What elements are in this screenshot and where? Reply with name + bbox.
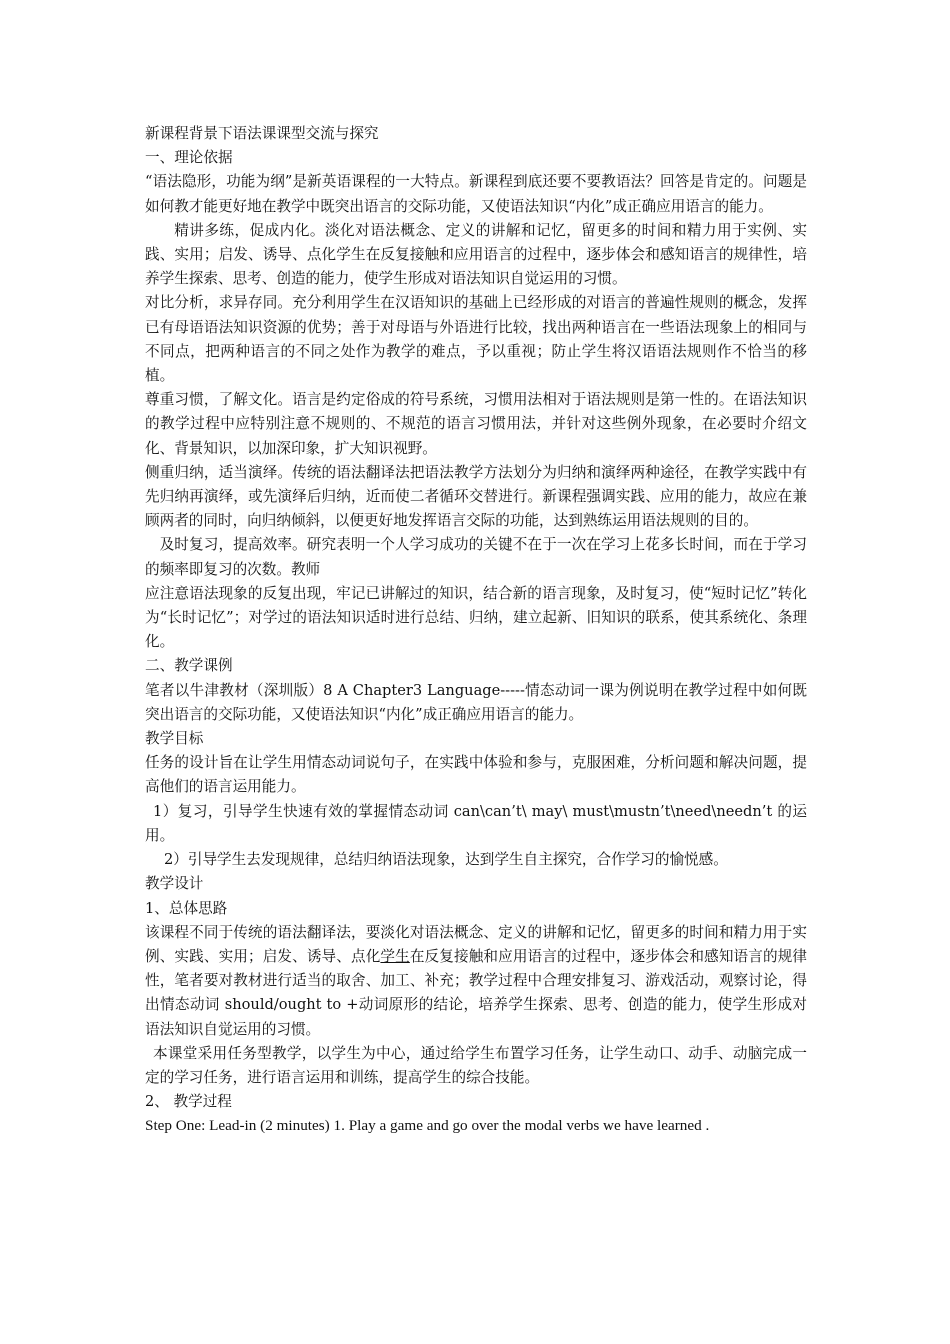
underlined-text: 学生 [380,947,410,965]
subheading-goals: 教学目标 [145,730,204,748]
paragraph [145,921,807,1042]
paragraph: 任务的设计旨在让学生用情态动词说句子，在实践中体验和参与，克服困难，分析问题和解决问题，提高他们的语言运用能力。 [145,754,807,796]
paragraph: 笔者以牛津教材（深圳版）8 A Chapter3 Language-----情态动词一课为例说明在教学过程中如何既突出语言的交际功能，又使语法知识“内化”成正确应用语言的能力。 [145,681,807,723]
paragraph: 对比分析，求异存同。充分利用学生在汉语知识的基础上已经形成的对语言的普遍性规则的概念，发挥已有母语语法知识资源的优势；善于对母语与外语进行比较，找出两种语言在一些语法现象上的相同与不同点，把两种语言的不同之处作为教学的难点，予以重视；防止学生将汉语语法规则作不恰当的移植。 [145,294,807,385]
section-heading-theory: 一、理论依据 [145,149,233,167]
goal-item-1: 1）复习，引导学生快速有效的掌握情态动词 can\can’t\ may\ must\mustn’t\need\needn’t 的运用。 [145,802,807,844]
goal-item-2: 2）引导学生去发现规律，总结归纳语法现象，达到学生自主探究，合作学习的愉悦感。 [163,851,728,869]
paragraph: 精讲多练，促成内化。淡化对语法概念、定义的讲解和记忆，留更多的时间和精力用于实例、实践、实用；启发、诱导、点化学生在反复接触和应用语言的过程中，逐步体会和感知语言的规律性，培养学生探索、思考、创造的能力，使学生形成对语法知识自觉运用的习惯。 [145,221,807,288]
paragraph: 应注意语法现象的反复出现，牢记已讲解过的知识，结合新的语言现象，及时复习，使“短时记忆”转化为“长时记忆”；对学过的语法知识适时进行总结、归纳，建立起新、旧知识的联系，使其系统化、条理化。 [145,584,807,651]
document-title: 新课程背景下语法课课型交流与探究 [145,125,379,142]
text-run: 在反复接触和应用语言的过程中，逐步体会和感知语言的规律性，笔者要对教材进行适当的取舍、加工、补充；教学过程中合理安排复习、游戏活动，观察讨论，得出情态动词 should/ought to +动词原形的结论，培养学生探索、思考、创造的能力，使学生形成对语法知识自觉运用的习惯。 [145,947,807,1038]
paragraph: 本课堂采用任务型教学，以学生为中心，通过给学生布置学习任务，让学生动口、动手、动脑完成一定的学习任务，进行语言运用和训练，提高学生的综合技能。 [145,1044,807,1086]
paragraph: “语法隐形，功能为纲”是新英语课程的一大特点。新课程到底还要不要教语法？回答是肯定的。问题是如何教才能更好地在教学中既突出语言的交际功能，又使语法知识“内化”成正确应用语言的能力。 [145,173,807,215]
section-heading-case: 二、教学课例 [145,657,233,675]
document-body [145,122,807,1139]
subheading-process: 2、 教学过程 [145,1093,232,1111]
paragraph: 尊重习惯，了解文化。语言是约定俗成的符号系统，习惯用法相对于语法规则是第一性的。在语法知识的教学过程中应特别注意不规则的、不规范的语言习惯用法，并针对这些例外现象，在必要时介绍文化、背景知识，以加深印象，扩大知识视野。 [145,391,807,457]
paragraph: 及时复习，提高效率。研究表明一个人学习成功的关键不在于一次在学习上花多长时间，而在于学习的频率即复习的次数。教师 [145,536,807,578]
step-one-line: Step One: Lead-in (2 minutes) 1. Play a game and go over the modal verbs we have learned . [145,1117,710,1135]
text-run: 该课程不同于传统的语法翻译法，要淡化对语法概念、定义的讲解和记忆，留更多的时间和精力用于实例、实践、实用；启发、诱导、点化 [145,923,807,965]
paragraph: 侧重归纳，适当演绎。传统的语法翻译法把语法教学方法划分为归纳和演绎两种途径，在教学实践中有先归纳再演绎，或先演绎后归纳，近而使二者循环交替进行。新课程强调实践、应用的能力，故应在兼顾两者的同时，向归纳倾斜，以便更好地发挥语言交际的功能，达到熟练运用语法规则的目的。 [145,463,807,530]
subheading-overall: 1、总体思路 [145,899,228,917]
subheading-design: 教学设计 [145,875,204,893]
